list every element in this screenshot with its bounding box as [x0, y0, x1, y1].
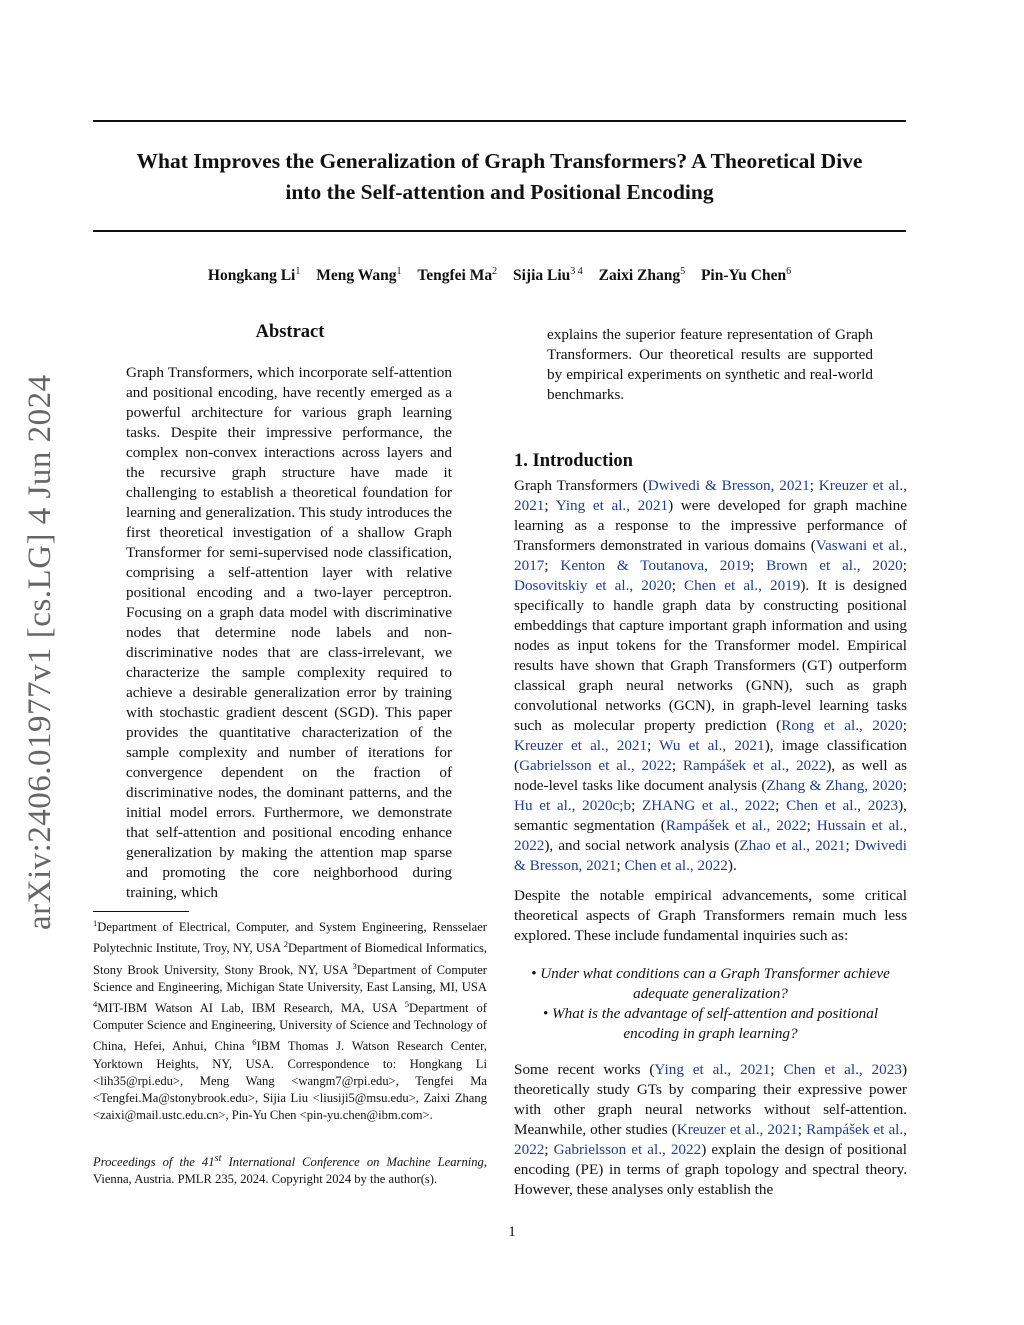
arxiv-identifier-sidebar: arXiv:2406.01977v1 [cs.LG] 4 Jun 2024	[22, 374, 58, 930]
author-list	[93, 266, 906, 285]
citation-link[interactable]: Rampášek et al., 2022	[665, 817, 807, 834]
citation-link[interactable]: Gabrielsson et al., 2022	[553, 1141, 702, 1158]
citation-link[interactable]: Zhang & Zhang, 2020	[766, 777, 903, 794]
proceedings-note: Proceedings of the 41st International Conference on Machine Learning, Vienna, Austria. PMLR 235, 2024. Copyright 2024 by the author(s).	[93, 1153, 487, 1187]
citation-link[interactable]: Kreuzer et al., 2021	[514, 477, 907, 514]
question-bullet: • Under what conditions can a Graph Transformer achieve adequate generalization?	[531, 965, 890, 1002]
citation-link[interactable]: Chen et al., 2019	[684, 577, 801, 594]
title-top-rule	[93, 120, 906, 122]
author: Zaixi Zhang$^5$	[598, 266, 686, 285]
title-line-1: What Improves the Generalization of Graph Transformers? A Theoretical Dive	[136, 149, 863, 173]
citation-link[interactable]: Dwivedi & Bresson, 2021	[647, 477, 810, 494]
page-number: 1	[508, 1224, 516, 1240]
citation-link[interactable]: Rampášek et al., 2022	[514, 1121, 907, 1158]
author: Pin-Yu Chen$^6$	[700, 266, 792, 285]
abstract-body: Graph Transformers, which incorporate self-attention and positional encoding, have recently emerged as a powerful architecture for various graph learning tasks. Despite their impressive performance, the complex non-convex interactions across layers and the recursive graph structure have made it challenging to establish a theoretical foundation for learning and generalization. This study introduces the first theoretical investigation of a shallow Graph Transformer for semi-supervised node classification, comprising a self-attention layer with relative positional encoding and a two-layer perceptron. Focusing on a graph data model with discriminative nodes that determine node labels and non-discriminative nodes that are class-irrelevant, we characterize the sample complexity required to achieve a desirable generalization error by training with stochastic gradient descent (SGD). This paper provides the quantitative characterization of the sample complexity and number of iterations for convergence dependent on the fraction of discriminative nodes, the dominant patterns, and the initial model errors. Furthermore, we demonstrate that self-attention and positional encoding enhance generalization by making the attention map sparse and promoting the core neighborhood during training, which	[126, 364, 452, 901]
abstract-heading: Abstract	[255, 322, 325, 342]
abstract-continued: explains the superior feature representation of Graph Transformers. Our theoretical results are supported by empirical experiments on synthetic and real-world benchmarks.	[547, 326, 873, 403]
citation-link[interactable]: Rong et al., 2020	[781, 717, 903, 734]
citation-link[interactable]: Dosovitskiy et al., 2020	[514, 577, 672, 594]
citation-link[interactable]: Hussain et al., 2022	[514, 817, 907, 854]
introduction-paragraph-1: Graph Transformers (Dwivedi & Bresson, 2021; Kreuzer et al., 2021; Ying et al., 2021) were developed for graph machine learning as a response to the impressive performance of Transformers demonstrated in various domains (Vaswani et al., 2017; Kenton & Toutanova, 2019; Brown et al., 2020; Dosovitskiy et al., 2020; Chen et al., 2019). It is designed specifically to handle graph data by constructing positional embeddings that capture important graph information and using nodes as input tokens for the Transformer model. Empirical results have shown that Graph Transformers (GT) outperform classical graph neural networks (GNN), such as graph convolutional networks (GCN), in graph-level learning tasks such as molecular property prediction (Rong et al., 2020; Kreuzer et al., 2021; Wu et al., 2021), image classification (Gabrielsson et al., 2022; Rampášek et al., 2022), as well as node-level tasks like document analysis (Zhang & Zhang, 2020; Hu et al., 2020c;b; ZHANG et al., 2022; Chen et al., 2023), semantic segmentation (Rampášek et al., 2022; Hussain et al., 2022), and social network analysis (Zhao et al., 2021; Dwivedi & Bresson, 2021; Chen et al., 2022).	[514, 477, 908, 874]
footnote-rule	[93, 911, 189, 912]
citation-link[interactable]: Wu et al., 2021	[659, 737, 765, 754]
title-bottom-rule	[93, 230, 906, 232]
introduction-paragraph-2: Despite the notable empirical advancements, some critical theoretical aspects of Graph Transformers remain much less explored. These include fundamental inquiries such as:	[514, 887, 907, 944]
citation-link[interactable]: Zhao et al., 2021	[739, 837, 846, 854]
citation-link[interactable]: Chen et al., 2023	[786, 797, 899, 814]
author: Tengfei Ma$^2$	[417, 266, 498, 285]
title-line-2: into the Self-attention and Positional Encoding	[285, 180, 714, 204]
citation-link[interactable]: Ying et al., 2021	[654, 1061, 771, 1078]
author: Meng Wang$^1$	[316, 266, 402, 285]
citation-link[interactable]: Kreuzer et al., 2021	[676, 1121, 798, 1138]
citation-link[interactable]: Hu et al., 2020c;b	[514, 797, 632, 814]
citation-link[interactable]: ZHANG et al., 2022	[642, 797, 776, 814]
research-questions	[514, 964, 907, 1044]
author: Sijia Liu$^{3 4}$	[513, 266, 583, 285]
citation-link[interactable]: Kenton & Toutanova, 2019	[560, 557, 751, 574]
citation-link[interactable]: Dwivedi & Bresson, 2021	[514, 837, 907, 874]
citation-link[interactable]: Chen et al., 2023	[783, 1061, 902, 1078]
citation-link[interactable]: Rampášek et al., 2022	[682, 757, 827, 774]
citation-link[interactable]: Kreuzer et al., 2021	[514, 737, 648, 754]
question-bullet: • What is the advantage of self-attention and positional encoding in graph learning?	[542, 1005, 879, 1042]
citation-link[interactable]: Vaswani et al., 2017	[514, 537, 907, 574]
paper-title	[93, 146, 906, 208]
citation-link[interactable]: Ying et al., 2021	[555, 497, 669, 514]
citation-link[interactable]: Gabrielsson et al., 2022	[519, 757, 672, 774]
author: Hongkang Li$^1$	[207, 266, 301, 285]
introduction-heading: 1. Introduction	[514, 451, 633, 471]
introduction-paragraph-3: Some recent works (Ying et al., 2021; Chen et al., 2023) theoretically study GTs by comparing their expressive power with other graph neural networks without self-attention. Meanwhile, other studies (Kreuzer et al., 2021; Rampášek et al., 2022; Gabrielsson et al., 2022) explain the design of positional encoding (PE) in terms of graph topology and spectral theory. However, these analyses only establish the	[514, 1061, 907, 1198]
affiliations-footnote: $^1$Department of Electrical, Computer, and System Engineering, Rensselaer Polytechnic Institute, Troy, NY, USA $^2$Department of Biomedical Informatics, Stony Brook University, Stony Brook, NY, USA $^3$Department of Computer Science and Engineering, Michigan State University, East Lansing, MI, USA $^4$MIT-IBM Watson AI Lab, IBM Research, MA, USA $^5$Department of Computer Science and Engineering, University of Science and Technology of China, Hefei, Anhui, China $^6$IBM Thomas J. Watson Research Center, Yorktown Heights, NY, USA. Correspondence to: Hongkang Li <lih35@rpi.edu>, Meng Wang <wangm7@rpi.edu>, Tengfei Ma <Tengfei.Ma@stonybrook.edu>, Sijia Liu <liusiji5@msu.edu>, Zaixi Zhang <zaixi@mail.ustc.edu.cn>, Pin-Yu Chen <pin-yu.chen@ibm.com>.	[93, 918, 487, 1122]
citation-link[interactable]: Chen et al., 2022	[624, 857, 728, 874]
citation-link[interactable]: Brown et al., 2020	[766, 557, 903, 574]
